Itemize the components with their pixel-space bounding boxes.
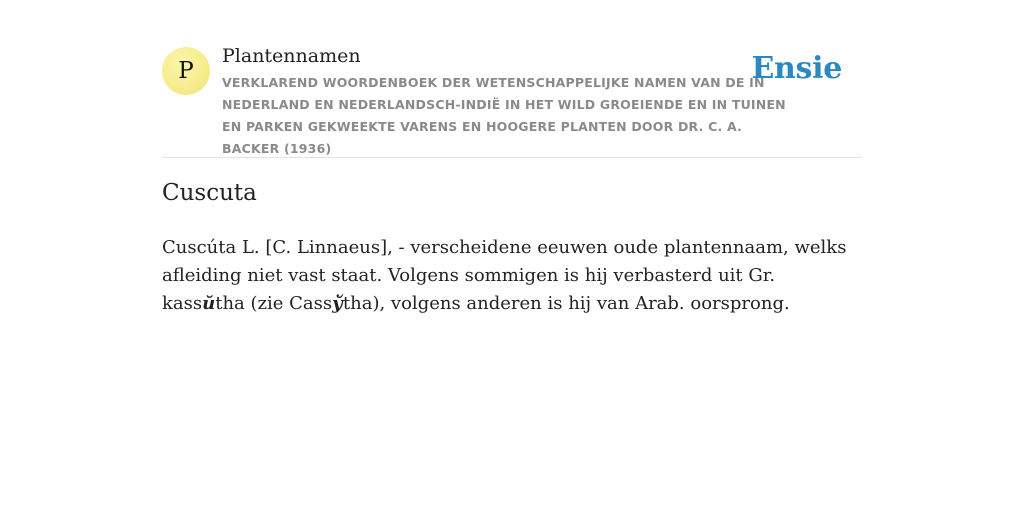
entry-body-text-2: tha (zie Cass xyxy=(215,293,333,314)
entry-body-special-char-2: ў xyxy=(332,293,343,314)
source-title[interactable]: Plantennamen xyxy=(222,45,361,67)
entry-body xyxy=(162,234,862,318)
source-avatar[interactable]: P xyxy=(162,47,210,95)
source-description: VERKLAREND WOORDENBOEK DER WETENSCHAPPELIJKE NAMEN VAN DE IN NEDERLAND EN NEDERLANDSCH-INDIË IN HET WILD GROEIENDE EN IN TUINEN EN PARKEN GEKWEEKTE VARENS EN HOOGERE PLANTEN DOOR DR. C. A. BACKER (1936) xyxy=(222,75,786,156)
entry-body-text-3: tha), volgens anderen is hij van Arab. oorsprong. xyxy=(342,293,790,314)
entry-body-special-char-1: ŭ xyxy=(202,293,216,314)
source-header xyxy=(162,0,862,158)
entry-title: Cuscuta xyxy=(162,180,257,206)
ensie-logo-link[interactable]: Ensie xyxy=(751,51,842,86)
entry-body-text-1: Cuscúta L. [C. Linnaeus], - verscheidene eeuwen oude plantennaam, welks afleiding niet vast staat. Volgens sommigen is hij verbasterd uit Gr. kass xyxy=(162,237,847,314)
page xyxy=(162,0,862,314)
